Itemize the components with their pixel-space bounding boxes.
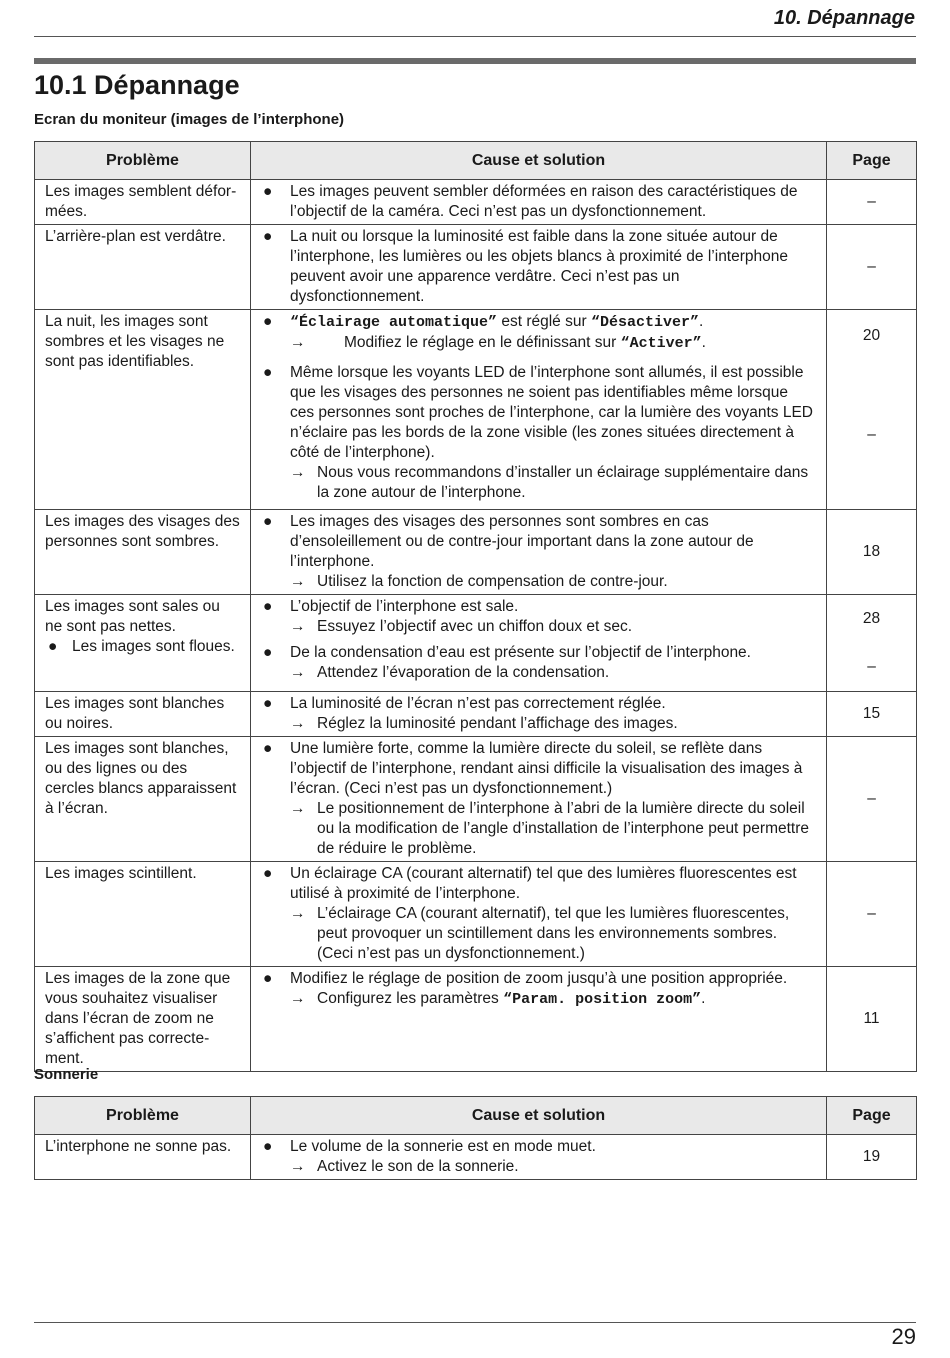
cause-text: Une lumière forte, comme la lumière directe du soleil, se reflète dans l’objectif de l’interphone, rendant ainsi difficile la visualisation des images à l’écran. (Ceci n’est pas un dysfonctionnement.) xyxy=(290,740,803,797)
header-rule xyxy=(34,36,916,37)
solution-text: Activez le son de la sonnerie. xyxy=(317,1158,519,1175)
cause-cell xyxy=(251,310,827,510)
troubleshooting-table-ringer xyxy=(34,1096,917,1180)
table-row xyxy=(35,967,917,1072)
section-title: 10.1 Dépannage xyxy=(34,70,240,100)
cause-item xyxy=(263,739,816,799)
solution-item xyxy=(263,663,816,683)
cause-item xyxy=(263,227,816,307)
table-row xyxy=(35,310,917,510)
arrow-icon: → xyxy=(290,334,306,351)
setting-value: “Activer” xyxy=(620,335,702,352)
page-ref: – xyxy=(827,180,917,225)
cause-item xyxy=(263,694,816,714)
solution-text: Le positionnement de l’interphone à l’abri de la lumière directe du soleil ou la modification de l’angle d’installation de l’interphone peut permettre de réduire le problème. xyxy=(317,800,810,857)
cause-cell xyxy=(251,862,827,967)
setting-name: “Éclairage automatique” xyxy=(290,314,498,331)
arrow-icon: → xyxy=(290,464,306,481)
problem-cell: L’interphone ne sonne pas. xyxy=(35,1135,251,1180)
solution-item xyxy=(263,799,816,859)
setting-name: “Param. position zoom” xyxy=(503,991,702,1008)
cause-text: Un éclairage CA (courant alternatif) tel que des lumières fluorescentes est utilisé à proximité de l’interphone. xyxy=(290,865,797,902)
table-row xyxy=(35,737,917,862)
solution-item xyxy=(263,989,816,1010)
table-row xyxy=(35,225,917,310)
problem-cell: Les images scintillent. xyxy=(35,862,251,967)
cause-text: De la condensation d’eau est présente sur l’objectif de l’interphone. xyxy=(290,644,751,661)
problem-cell: Les images des visages des personnes sont sombres. xyxy=(35,510,251,595)
cause-text: Le volume de la sonnerie est en mode muet. xyxy=(290,1138,596,1155)
cause-item xyxy=(263,969,816,989)
cause-item xyxy=(263,363,816,463)
problem-text: Les images sont floues. xyxy=(72,638,235,655)
page-ref: 15 xyxy=(827,692,917,737)
bullet-icon: ● xyxy=(263,644,273,661)
cause-text: Les images peuvent sembler déformées en raison des caractéristiques de l’objectif de la caméra. Ceci n’est pas un dysfonctionnement. xyxy=(290,183,798,220)
header-problem: Problème xyxy=(35,142,251,180)
page-cell xyxy=(827,595,917,692)
table-header-row xyxy=(35,1097,917,1135)
bullet-icon: ● xyxy=(263,183,273,200)
arrow-icon: → xyxy=(290,715,306,732)
bullet-icon: ● xyxy=(263,1138,273,1155)
problem-cell: La nuit, les images sont sombres et les visages ne sont pas identifiables. xyxy=(35,310,251,510)
table-row xyxy=(35,510,917,595)
page-ref: – xyxy=(827,737,917,862)
arrow-icon: → xyxy=(290,618,306,635)
cause-text: Modifiez le réglage de position de zoom jusqu’à une position appropriée. xyxy=(290,970,788,987)
table-header-row xyxy=(35,142,917,180)
solution-item xyxy=(290,333,816,354)
cause-item xyxy=(263,643,816,663)
solution-text: Utilisez la fonction de compensation de contre-jour. xyxy=(317,573,668,590)
solution-item xyxy=(263,617,816,637)
cause-item xyxy=(263,1137,816,1157)
problem-cell xyxy=(35,595,251,692)
problem-cell: Les images de la zone que vous souhaitez visualiser dans l’écran de zoom ne s’affichent pas correctement. xyxy=(35,967,251,1072)
solution-text: Configurez les paramètres xyxy=(317,990,504,1007)
solution-item xyxy=(263,1157,816,1177)
arrow-icon: → xyxy=(290,573,306,590)
page-ref: – xyxy=(827,225,917,310)
table-row xyxy=(35,862,917,967)
bullet-icon: ● xyxy=(263,695,273,712)
cause-item xyxy=(263,312,816,363)
solution-text: Réglez la luminosité pendant l’affichage des images. xyxy=(317,715,678,732)
problem-cell: Les images semblent déformées. xyxy=(35,180,251,225)
cause-text: La nuit ou lorsque la luminosité est faible dans la zone située autour de l’interphone, les lumières ou les objets blancs à proximité de l’interphone peuvent avoir une apparence verdâtre. Ceci n’est pas un dysfonctionnement. xyxy=(290,228,788,305)
table-row xyxy=(35,1135,917,1180)
solution-item xyxy=(263,714,816,734)
bullet-icon: ● xyxy=(263,364,273,381)
solution-item xyxy=(263,463,816,503)
cause-text: La luminosité de l’écran n’est pas correctement réglée. xyxy=(290,695,666,712)
cause-cell xyxy=(251,692,827,737)
page-ref: 11 xyxy=(827,967,917,1072)
problem-sub-item xyxy=(45,637,240,657)
cause-text: Même lorsque les voyants LED de l’interphone sont allumés, il est possible que les visages des personnes ne soient pas identifiables même lorsque ces personnes sont proches de l’interphone, car la lumière des voyants LED n’éclaire pas les bords de la zone visible (les zones situées directement à côté de l’interphone). xyxy=(290,364,813,461)
subsection-heading-screen: Ecran du moniteur (images de l’interphone) xyxy=(34,111,345,128)
cause-cell xyxy=(251,967,827,1072)
cause-cell xyxy=(251,180,827,225)
problem-cell: Les images sont blanches ou noires. xyxy=(35,692,251,737)
header-cause-solution: Cause et solution xyxy=(251,1097,827,1135)
header-problem: Problème xyxy=(35,1097,251,1135)
solution-text: L’éclairage CA (courant alternatif), tel que les lumières fluorescentes, peut provoquer un scintillement dans les environnements sombres. (Ceci n’est pas un dysfonctionnement.) xyxy=(317,905,790,962)
footer-rule xyxy=(34,1322,916,1323)
cause-cell xyxy=(251,225,827,310)
cause-text: est réglé sur xyxy=(497,313,591,330)
page-ref: 28 xyxy=(862,610,881,627)
solution-item xyxy=(263,572,816,592)
solution-text: Attendez l’évaporation de la condensation. xyxy=(317,664,610,681)
arrow-icon: → xyxy=(290,800,306,817)
cause-item xyxy=(263,597,816,617)
arrow-icon: → xyxy=(290,664,306,681)
cause-text: Les images des visages des personnes sont sombres en cas d’ensoleillement ou de contre-jour important dans la zone autour de l’interphone. xyxy=(290,513,754,570)
solution-text: Essuyez l’objectif avec un chiffon doux et sec. xyxy=(317,618,633,635)
solution-text: Nous vous recommandons d’installer un éclairage supplémentaire dans la zone autour de l’interphone. xyxy=(317,464,809,501)
header-cause-solution: Cause et solution xyxy=(251,142,827,180)
arrow-icon: → xyxy=(290,905,306,922)
page-ref: – xyxy=(867,426,876,443)
bullet-icon: ● xyxy=(263,228,273,245)
header-page: Page xyxy=(827,142,917,180)
page-ref: 19 xyxy=(827,1135,917,1180)
troubleshooting-table-screen xyxy=(34,141,917,1072)
cause-cell xyxy=(251,1135,827,1180)
cause-item xyxy=(263,182,816,222)
page-ref: 20 xyxy=(862,327,881,344)
cause-cell xyxy=(251,595,827,692)
header-bar xyxy=(34,58,916,64)
page-ref: – xyxy=(827,862,917,967)
cause-item xyxy=(263,512,816,572)
problem-cell: L’arrière-plan est verdâtre. xyxy=(35,225,251,310)
cause-text: L’objectif de l’interphone est sale. xyxy=(290,598,519,615)
bullet-icon: ● xyxy=(263,865,273,882)
problem-text: Les images sont sales ou ne sont pas nettes. xyxy=(45,598,220,635)
chapter-header: 10. Dépannage xyxy=(773,7,915,29)
header-page: Page xyxy=(827,1097,917,1135)
cause-item xyxy=(263,864,816,904)
cause-cell xyxy=(251,510,827,595)
cause-text: . xyxy=(698,313,704,330)
solution-item xyxy=(263,904,816,964)
solution-text: . xyxy=(701,990,706,1007)
table-row xyxy=(35,595,917,692)
setting-value: “Désactiver” xyxy=(590,314,699,331)
page-cell xyxy=(827,310,917,510)
table-row xyxy=(35,692,917,737)
arrow-icon: → xyxy=(290,1158,306,1175)
page-ref: – xyxy=(867,658,876,675)
solution-text: Modifiez le réglage en le définissant sur xyxy=(344,334,621,351)
cause-cell xyxy=(251,737,827,862)
table-row xyxy=(35,180,917,225)
bullet-icon: ● xyxy=(48,638,58,655)
page-ref: 18 xyxy=(827,510,917,595)
page-number: 29 xyxy=(891,1324,916,1349)
subsection-heading-ringer: Sonnerie xyxy=(34,1066,99,1083)
bullet-icon: ● xyxy=(263,598,273,615)
bullet-icon: ● xyxy=(263,740,273,757)
problem-cell: Les images sont blanches, ou des lignes ou des cercles blancs apparaissent à l’écran. xyxy=(35,737,251,862)
arrow-icon: → xyxy=(290,990,306,1007)
bullet-icon: ● xyxy=(263,970,273,987)
bullet-icon: ● xyxy=(263,513,273,530)
bullet-icon: ● xyxy=(263,313,273,330)
solution-text: . xyxy=(701,334,706,351)
